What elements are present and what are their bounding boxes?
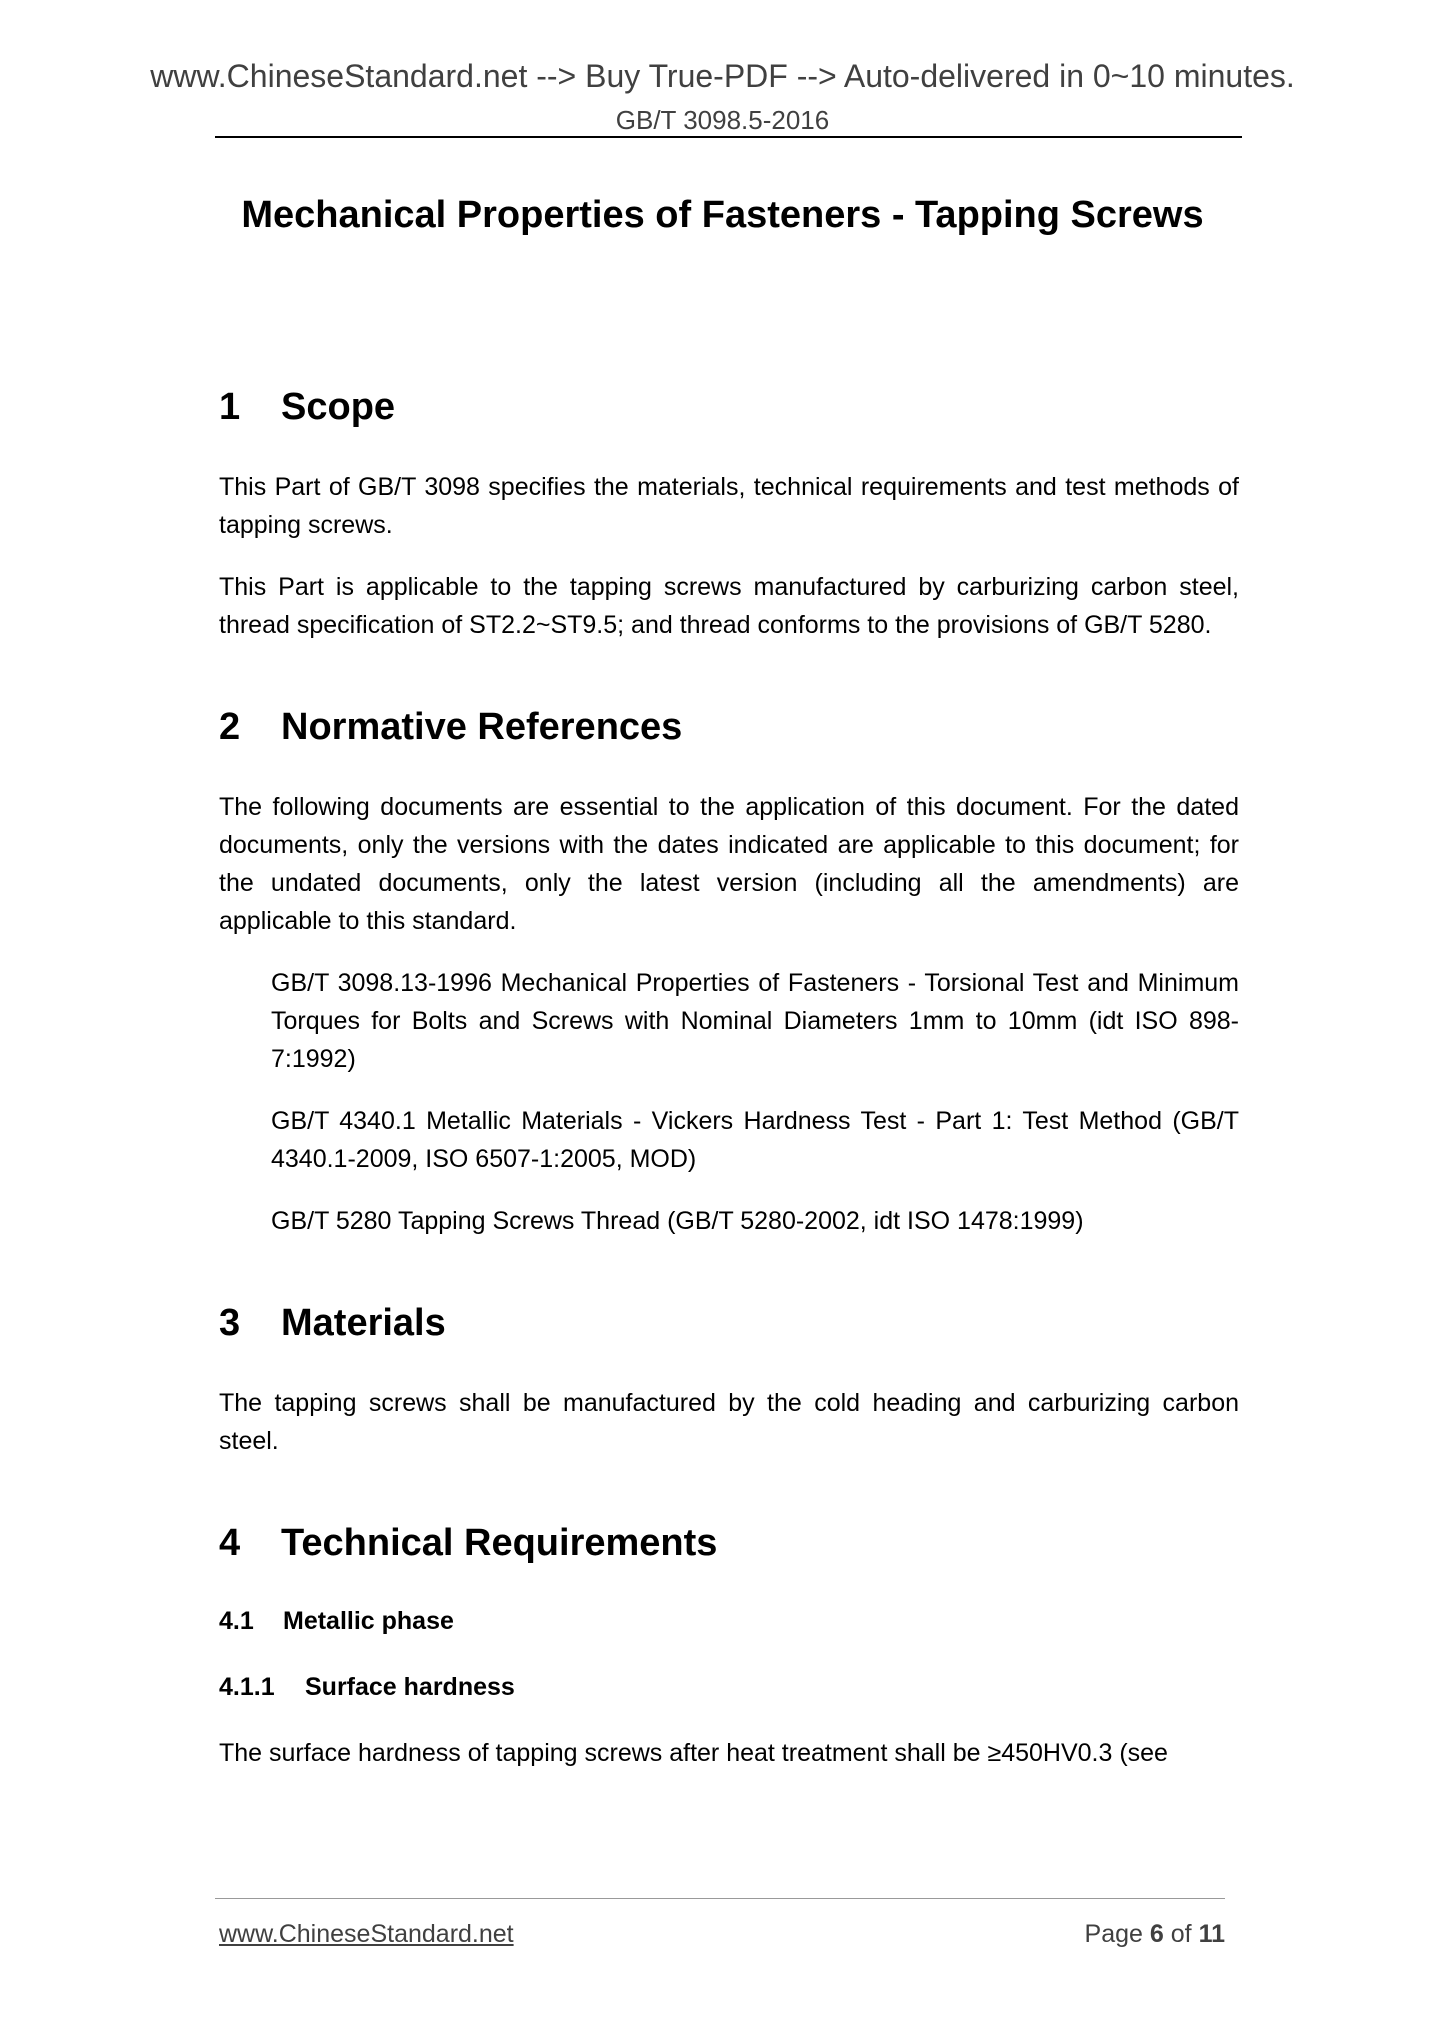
reference-item: GB/T 3098.13-1996 Mechanical Properties of Fasteners - Torsional Test and Minimum Torques for Bolts and Screws with Nominal Diameters 1mm to 10mm (idt ISO 898-7:1992): [271, 969, 1239, 1073]
paragraph: This Part is applicable to the tapping screws manufactured by carburizing carbon steel, thread specification of ST2.2~ST9.5; and thread conforms to the provisions of GB/T 5280.: [219, 573, 1239, 639]
subsection-title: Surface hardness: [305, 1673, 515, 1701]
subsection-heading-metallic-phase: [219, 1604, 1239, 1638]
header-divider: [215, 136, 1242, 138]
page-of: of: [1170, 1920, 1192, 1948]
subsection-title: Metallic phase: [283, 1607, 454, 1635]
section-title: Normative References: [281, 706, 683, 748]
section-heading-normative-references: [219, 704, 1239, 750]
footer-divider: [215, 1898, 1225, 1899]
document-body: [219, 384, 1239, 1772]
paragraph: The following documents are essential to the application of this document. For the dated documents, only the versions with the dates indicated are applicable to this document; for the undated documents, only the latest version (including all the amendments) are applicable to this standard.: [219, 793, 1239, 935]
paragraph: The tapping screws shall be manufactured by the cold heading and carburizing carbon steel.: [219, 1389, 1239, 1455]
section-title: Scope: [281, 386, 396, 428]
section-number: 2: [219, 706, 241, 748]
footer-website-link[interactable]: www.ChineseStandard.net: [219, 1920, 514, 1948]
page-indicator: [1085, 1918, 1225, 1950]
subsection-heading-surface-hardness: [219, 1670, 1239, 1704]
section-number: 4: [219, 1522, 241, 1564]
reference-item: GB/T 5280 Tapping Screws Thread (GB/T 5280-2002, idt ISO 1478:1999): [271, 1207, 1084, 1235]
subsection-number: 4.1: [219, 1607, 254, 1635]
section-heading-technical-requirements: [219, 1520, 1239, 1566]
subsection-number: 4.1.1: [219, 1673, 275, 1701]
paragraph: This Part of GB/T 3098 specifies the materials, technical requirements and test methods of tapping screws.: [219, 473, 1239, 539]
source-banner: www.ChineseStandard.net --> Buy True-PDF --> Auto-delivered in 0~10 minutes.: [150, 58, 1295, 94]
page-current: 6: [1149, 1920, 1164, 1948]
section-title: Technical Requirements: [281, 1522, 718, 1564]
paragraph: The surface hardness of tapping screws after heat treatment shall be ≥450HV0.3 (see: [219, 1739, 1168, 1767]
section-number: 3: [219, 1302, 241, 1344]
section-title: Materials: [281, 1302, 446, 1344]
section-heading-scope: [219, 384, 1239, 430]
reference-item: GB/T 4340.1 Metallic Materials - Vickers Hardness Test - Part 1: Test Method (GB/T 4340.1-2009, ISO 6507-1:2005, MOD): [271, 1107, 1239, 1173]
document-code: GB/T 3098.5-2016: [615, 105, 830, 135]
section-number: 1: [219, 386, 241, 428]
section-heading-materials: [219, 1300, 1239, 1346]
page-total: 11: [1198, 1920, 1225, 1948]
page-prefix: Page: [1084, 1920, 1143, 1948]
document-title: Mechanical Properties of Fasteners - Tapping Screws: [241, 194, 1204, 236]
